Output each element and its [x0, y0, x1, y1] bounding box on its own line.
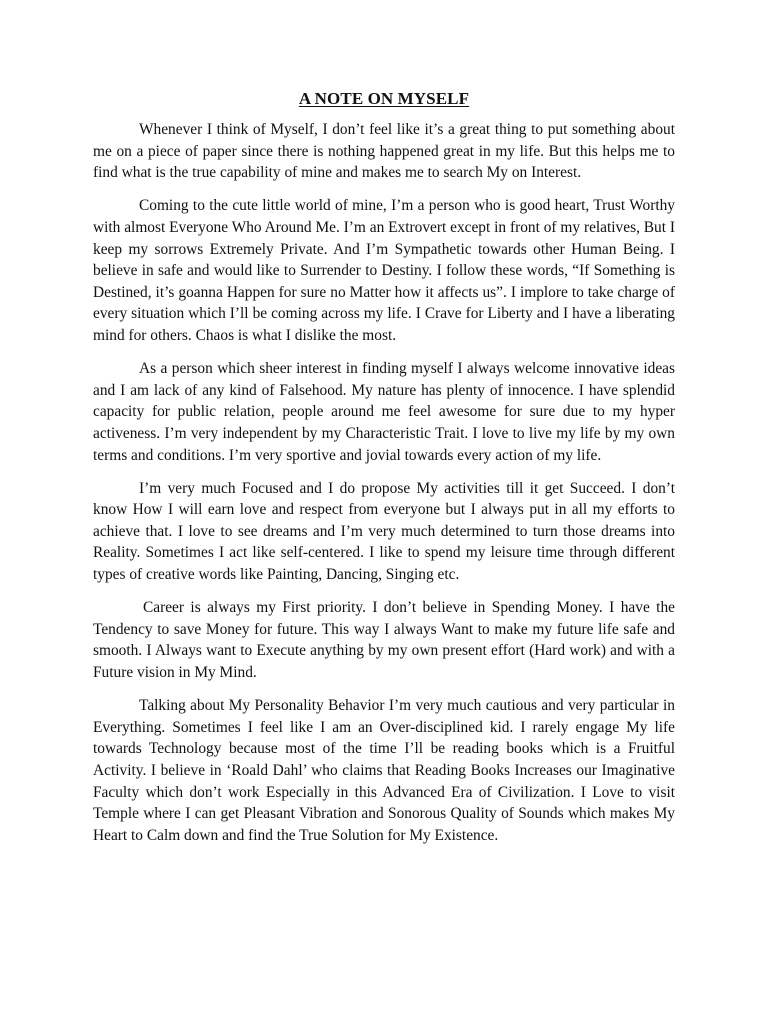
paragraph-1: Whenever I think of Myself, I don’t feel like it’s a great thing to put something about me on a piece of paper since there is nothing happened great in my life. But this helps me to find what is the true capability of mine and makes me to search My on Interest. — [93, 121, 675, 182]
paragraph-4: I’m very much Focused and I do propose My activities till it get Succeed. I don’t know How I will earn love and respect from everyone but I always put in all my efforts to achieve that. I love to see dreams and I’m very much determined to turn those dreams into Reality. Sometimes I act like self-centered. I like to spend my leisure time through different types of creative words like Painting, Dancing, Singing etc. — [93, 479, 675, 584]
document-page — [93, 88, 675, 858]
paragraph-3: As a person which sheer interest in finding myself I always welcome innovative ideas and I am lack of any kind of Falsehood. My nature has plenty of innocence. I have splendid capacity for public relation, people around me feel awesome for sure due to my hyper activeness. I’m very independent by my Characteristic Trait. I love to live my life by my own terms and conditions. I’m very sportive and jovial towards every action of my life. — [93, 360, 675, 464]
document-title: A NOTE ON MYSELF — [298, 89, 470, 108]
paragraph-2: Coming to the cute little world of mine, I’m a person who is good heart, Trust Worthy with almost Everyone Who Around Me. I’m an Extrovert except in front of my relatives, But I keep my sorrows Extremely Private. And I’m Sympathetic towards other Human Being. I believe in safe and would like to Surrender to Destiny. I follow these words, “If Something is Destined, it’s goanna Happen for sure no Matter how it affects us”. I implore to take charge of every situation which I’ll be coming across my life. I Crave for Liberty and I have a liberating mind for others. Chaos is what I dislike the most. — [93, 197, 675, 344]
paragraph-6: Talking about My Personality Behavior I’m very much cautious and very particular in Everything. Sometimes I feel like I am an Over-disciplined kid. I rarely engage My life towards Technology because most of the time I’ll be reading books which is a Fruitful Activity. I believe in ‘Roald Dahl’ who claims that Reading Books Increases our Imaginative Faculty which don’t work Especially in this Advanced Era of Civilization. I Love to visit Temple where I can get Pleasant Vibration and Sonorous Quality of Sounds which makes My Heart to Calm down and find the True Solution for My Existence. — [93, 697, 675, 844]
paragraph-5: Career is always my First priority. I don’t believe in Spending Money. I have the Tendency to save Money for future. This way I always Want to make my future life safe and smooth. I Always want to Execute anything by my own present effort (Hard work) and with a Future vision in My Mind. — [93, 599, 675, 682]
